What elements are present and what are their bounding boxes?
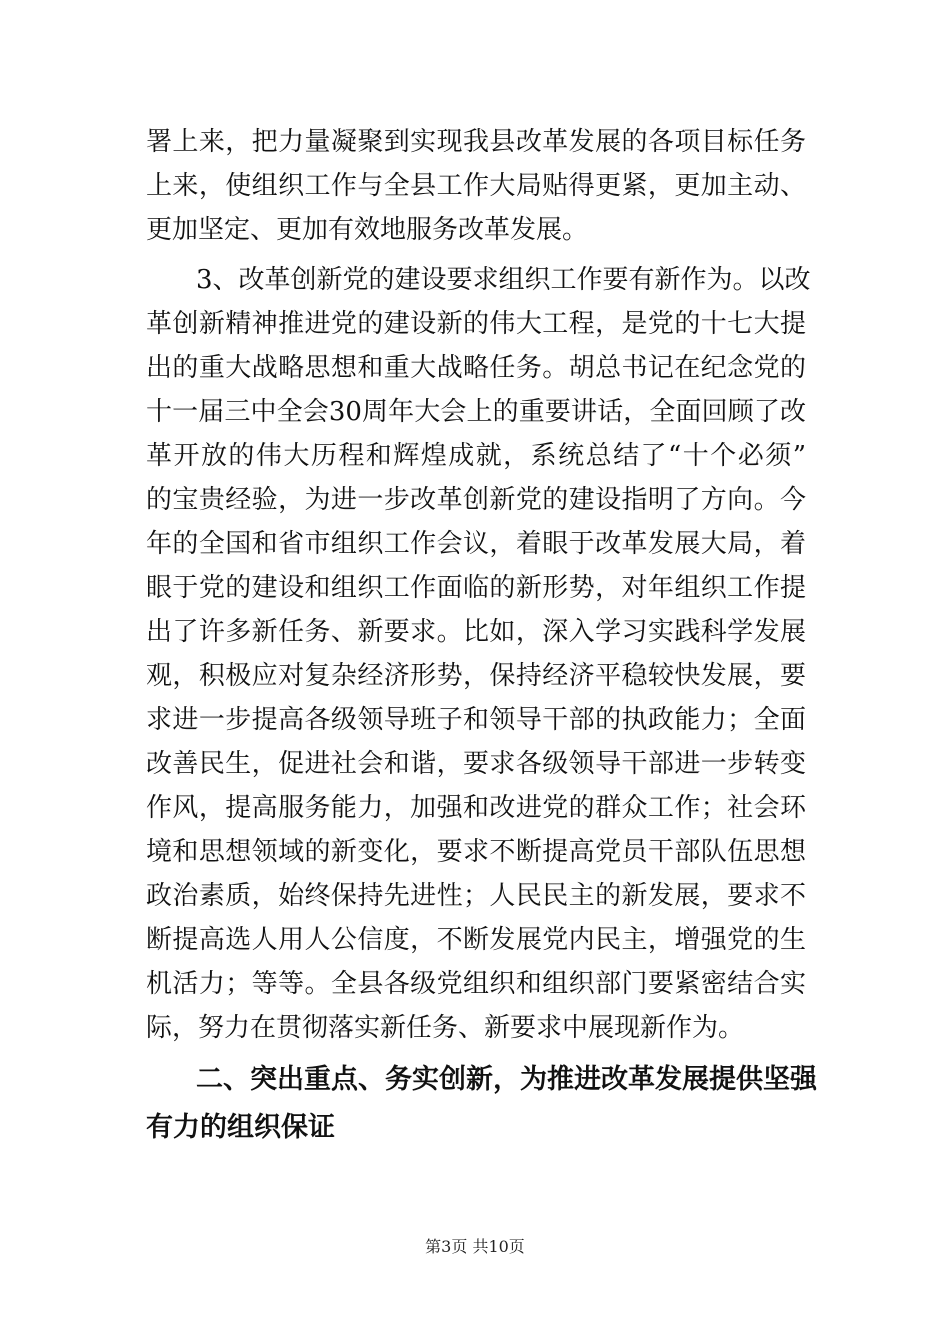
body-text-line: 出的重大战略思想和重大战略任务。胡总书记在纪念党的 bbox=[146, 353, 806, 383]
body-text-line: 十一届三中全会30周年大会上的重要讲话，全面回顾了改 bbox=[146, 397, 806, 427]
page-number-footer: 第3页 共10页 bbox=[425, 1237, 525, 1256]
body-text-line: 机活力；等等。全县各级党组织和组织部门要紧密结合实 bbox=[146, 969, 806, 999]
section-heading-line: 有力的组织保证 bbox=[146, 1112, 335, 1143]
body-text-line: 年的全国和省市组织工作会议，着眼于改革发展大局，着 bbox=[146, 529, 806, 559]
body-text-line: 革创新精神推进党的建设新的伟大工程，是党的十七大提 bbox=[146, 309, 806, 339]
body-text-line: 上来，使组织工作与全县工作大局贴得更紧，更加主动、 bbox=[146, 171, 806, 201]
body-text-line: 改善民生，促进社会和谐，要求各级领导干部进一步转变 bbox=[146, 749, 806, 779]
body-text-line: 政治素质，始终保持先进性；人民民主的新发展，要求不 bbox=[146, 881, 806, 911]
body-text-line: 观，积极应对复杂经济形势，保持经济平稳较快发展，要 bbox=[146, 661, 806, 691]
section-3-first-line: 3、改革创新党的建设要求组织工作要有新作为。以改 bbox=[196, 265, 811, 295]
body-text-line: 际，努力在贯彻落实新任务、新要求中展现新作为。 bbox=[146, 1013, 745, 1043]
body-text-line: 出了许多新任务、新要求。比如，深入学习实践科学发展 bbox=[146, 617, 806, 647]
body-text-line: 断提高选人用人公信度，不断发展党内民主，增强党的生 bbox=[146, 925, 806, 955]
body-text-line: 眼于党的建设和组织工作面临的新形势，对年组织工作提 bbox=[146, 573, 806, 603]
body-text-line: 作风，提高服务能力，加强和改进党的群众工作；社会环 bbox=[146, 793, 806, 823]
body-text-line: 更加坚定、更加有效地服务改革发展。 bbox=[146, 215, 589, 245]
body-text-line: 署上来，把力量凝聚到实现我县改革发展的各项目标任务 bbox=[146, 127, 806, 157]
section-heading-line: 二、突出重点、务实创新，为推进改革发展提供坚强 bbox=[196, 1064, 817, 1095]
body-text-line: 的宝贵经验，为进一步改革创新党的建设指明了方向。今 bbox=[146, 485, 806, 515]
body-text-line: 求进一步提高各级领导班子和领导干部的执政能力；全面 bbox=[146, 705, 806, 735]
body-text-line: 境和思想领域的新变化，要求不断提高党员干部队伍思想 bbox=[146, 837, 806, 867]
body-text-line: 革开放的伟大历程和辉煌成就，系统总结了“十个必须” bbox=[146, 441, 806, 471]
